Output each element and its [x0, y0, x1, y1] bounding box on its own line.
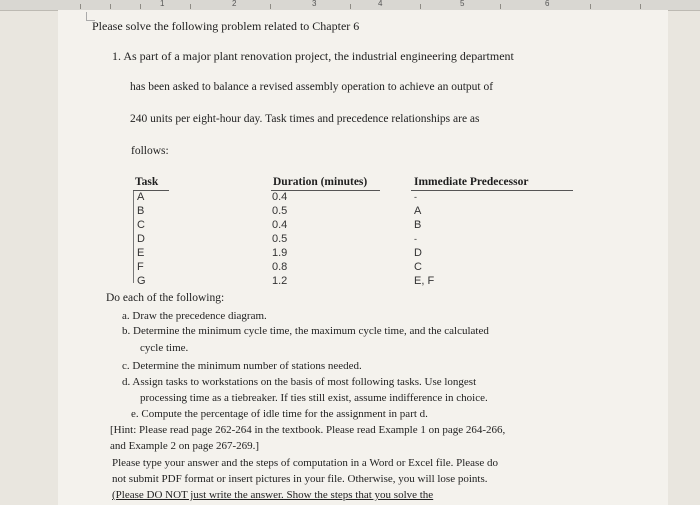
- instruction-item-c: c. Determine the minimum number of stations needed.: [122, 360, 362, 372]
- ruler-tick: [270, 4, 271, 9]
- instruction-item-d: d. Assign tasks to workstations on the basis of most following tasks. Use longest: [122, 376, 477, 388]
- document-heading: Please solve the following problem related to Chapter 6: [92, 19, 360, 33]
- ruler-tick: [640, 4, 641, 9]
- instruction-item-b: b. Determine the minimum cycle time, the maximum cycle time, and the calculated: [122, 325, 489, 337]
- predecessor-cell: C: [414, 261, 422, 273]
- problem-line: 1. As part of a major plant renovation project, the industrial engineering department: [112, 49, 514, 63]
- predecessor-cell: -: [414, 234, 417, 244]
- ruler-number: 3: [312, 0, 317, 8]
- problem-line: follows:: [131, 145, 169, 157]
- duration-cell: 0.5: [272, 205, 288, 217]
- predecessor-cell: -: [414, 192, 417, 202]
- duration-cell: 1.9: [272, 247, 288, 259]
- header-duration: Duration (minutes): [273, 176, 368, 188]
- predecessor-cell: D: [414, 247, 422, 259]
- header-predecessor: Immediate Predecessor: [414, 176, 529, 188]
- table-left-border: [133, 191, 134, 283]
- ruler-tick: [80, 4, 81, 9]
- task-cell: E: [137, 247, 145, 259]
- predecessor-cell: E, F: [414, 275, 435, 287]
- duration-cell: 0.4: [272, 219, 288, 231]
- submission-note-line: Please type your answer and the steps of computation in a Word or Excel file. Please do: [112, 457, 498, 469]
- header-underline: [411, 190, 573, 191]
- ruler-number: 2: [232, 0, 237, 8]
- hint-line: and Example 2 on page 267-269.]: [110, 440, 260, 452]
- ruler-tick: [500, 4, 501, 9]
- ruler-tick: [420, 4, 421, 9]
- ruler-tick: [110, 4, 111, 9]
- task-cell: F: [137, 261, 144, 273]
- instructions-intro: Do each of the following:: [106, 292, 225, 304]
- hint-line: [Hint: Please read page 262-264 in the textbook. Please read Example 1 on page 264-266,: [110, 424, 506, 436]
- duration-cell: 1.2: [272, 275, 288, 287]
- header-underline: [271, 190, 380, 191]
- task-cell: D: [137, 233, 145, 245]
- final-note-line: (Please DO NOT just write the answer. Show the steps that you solve the: [112, 489, 434, 501]
- header-task: Task: [135, 176, 159, 188]
- ruler-tick: [590, 4, 591, 9]
- instruction-item-e: e. Compute the percentage of idle time for the assignment in part d.: [131, 408, 428, 420]
- instruction-item-d-cont: processing time as a tiebreaker. If ties still exist, assume indifference in choice.: [140, 392, 488, 404]
- ruler-tick: [140, 4, 141, 9]
- task-cell: C: [137, 219, 145, 231]
- predecessor-cell: B: [414, 219, 422, 231]
- ruler-tick: [190, 4, 191, 9]
- ruler-number: 6: [545, 0, 550, 8]
- predecessor-cell: A: [414, 205, 422, 217]
- ruler-tick: [350, 4, 351, 9]
- duration-cell: 0.8: [272, 261, 288, 273]
- duration-cell: 0.4: [272, 191, 288, 203]
- ruler-number: 5: [460, 0, 465, 8]
- submission-note-line: not submit PDF format or insert pictures in your file. Otherwise, you will lose points.: [112, 473, 488, 485]
- problem-line: 240 units per eight-hour day. Task times and precedence relationships are as: [130, 113, 480, 125]
- ruler-number: 1: [160, 0, 165, 8]
- problem-line: has been asked to balance a revised assembly operation to achieve an output of: [130, 81, 494, 93]
- task-cell: B: [137, 205, 145, 217]
- instruction-item-b-cont: cycle time.: [140, 342, 189, 354]
- task-cell: A: [137, 191, 145, 203]
- duration-cell: 0.5: [272, 233, 288, 245]
- instruction-item-a: a. Draw the precedence diagram.: [122, 310, 267, 322]
- task-cell: G: [137, 275, 146, 287]
- ruler-number: 4: [378, 0, 383, 8]
